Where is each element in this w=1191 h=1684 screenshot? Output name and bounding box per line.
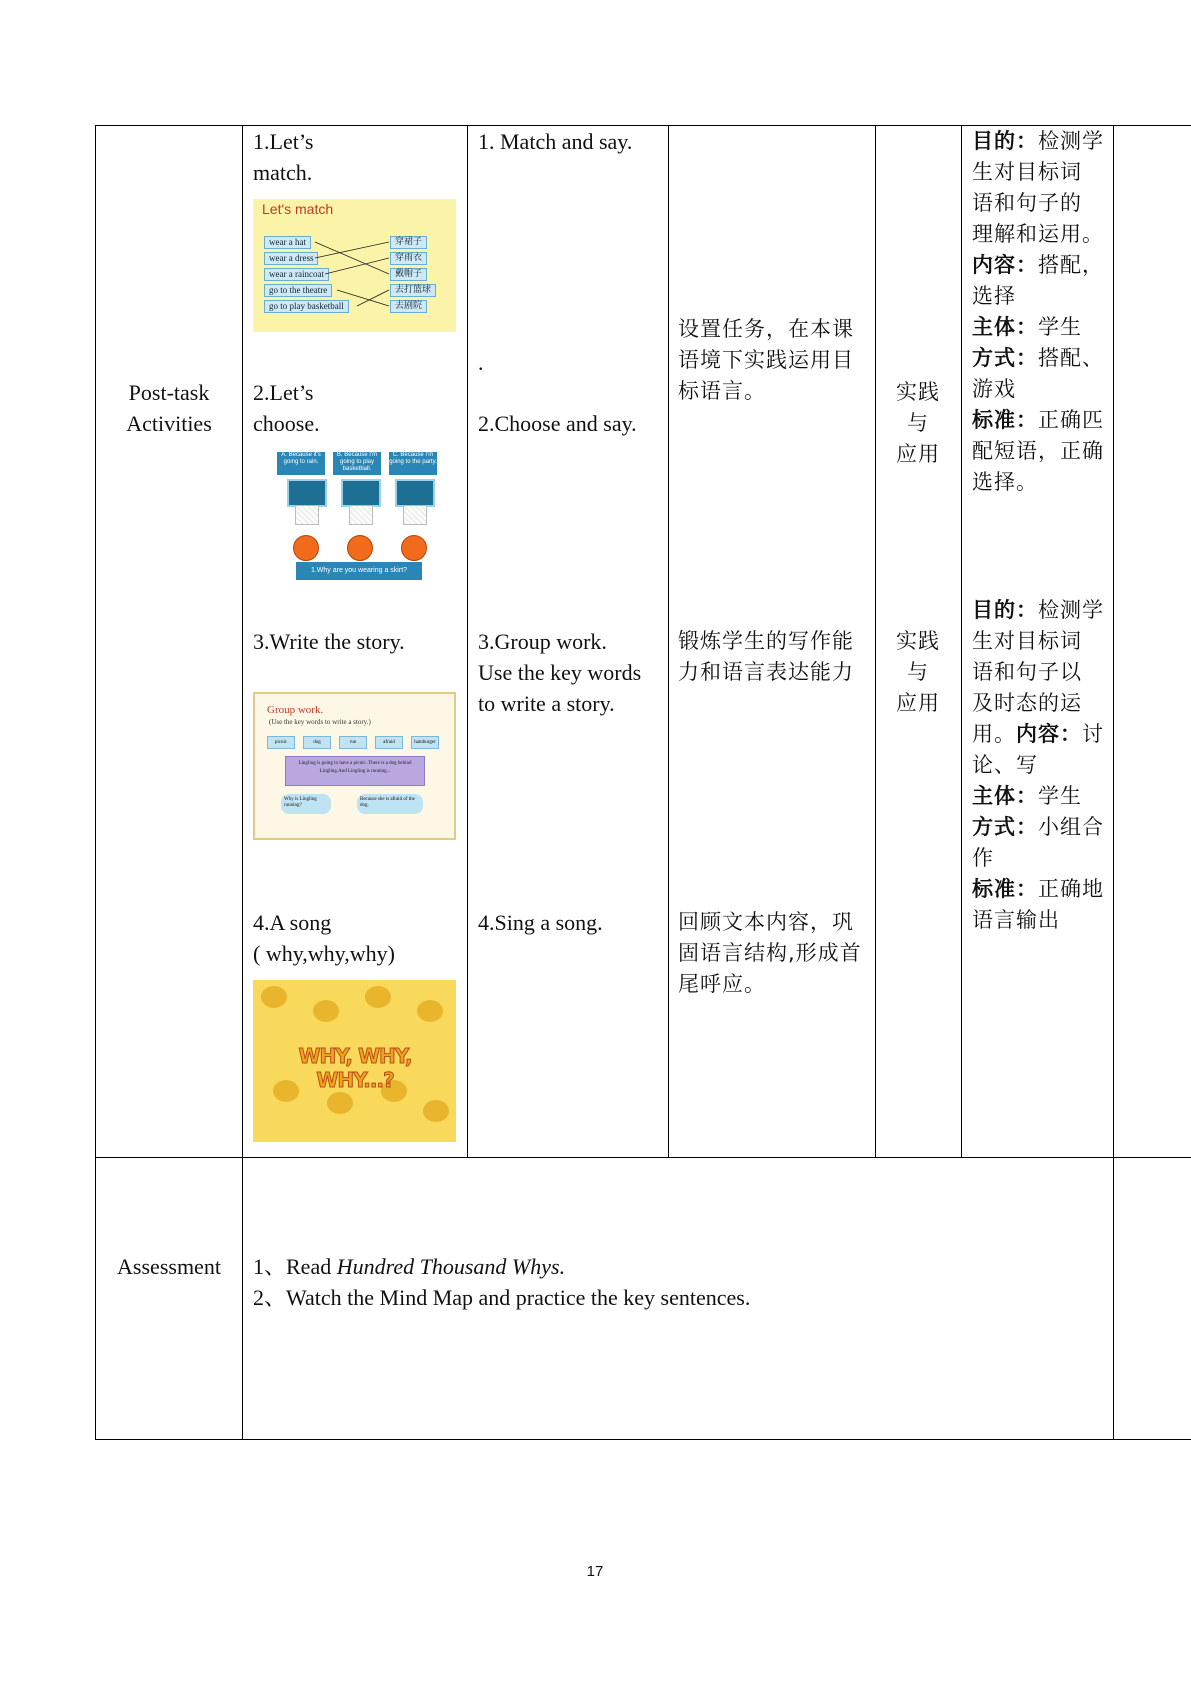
choose-option: B. Because I'm going to play basketball. [333,452,381,475]
evaluation-1: 目的：检测学 生对目标词 语和句子的 理解和运用。 内容：搭配， 选择 主体：学生 方式：搭配、 游戏 标准：正确匹 配短语，正确 选择。 [972,129,1104,494]
story-box: Lingling is going to have a picnic .There is a dog behind Lingling.And Lingling is running... [285,756,425,786]
key-word: afraid [375,736,403,749]
type-2: 实践 与 应用 [896,629,940,715]
teacher-activity-2: 2.Let’s choose. [253,380,320,436]
match-meaning: 穿雨衣 [390,252,427,265]
choose-option: A. Because it's going to rain. [277,452,325,475]
group-slide-title: Group work. [267,704,324,716]
student-activity-3: 3.Group work. Use the key words to write a story. [478,629,642,716]
purpose-1: 设置任务，在本课 语境下实践运用目 标语言。 [678,317,854,403]
basketball-icon [401,535,427,561]
paw-icon [313,1000,339,1022]
paw-icon [327,1092,353,1114]
match-phrase: wear a dress [264,252,318,265]
hoop-board-icon [341,479,381,507]
match-phrase: go to the theatre [264,284,332,297]
assessment-items [253,1251,750,1313]
hoop-board-icon [287,479,327,507]
assessment-item-2: 2、Watch the Mind Map and practice the key sentences. [253,1285,751,1310]
stage-line: Post-task [128,380,210,405]
stage-label [100,377,238,439]
hoop-net-icon [349,505,373,525]
hoop-net-icon [403,505,427,525]
paw-icon [261,986,287,1008]
teacher-activity-1: 1.Let’s match. [253,129,314,185]
page-number: 17 [586,1563,604,1580]
choose-option: C. Because I'm going to the party. [389,452,437,475]
match-meaning: 戴帽子 [390,268,427,281]
choose-question: 1.Why are you wearing a skirt? [296,562,422,580]
group-slide-subtitle: (Use the key words to write a story.) [269,718,371,726]
teacher-activity-4: 4.A song ( why,why,why) [253,910,395,966]
paw-icon [417,1000,443,1022]
basketball-icon [347,535,373,561]
teacher-activity-3: 3.Write the story. [253,629,405,654]
evaluation-2: 目的：检测学 生对目标词 语和句子以 及时态的运 用。内容：讨 论、写 主体：学生 方式：小组合 作 标准：正确地 语言输出 [972,598,1104,932]
match-slide-title: Let's match [262,201,334,217]
answer-bubble: Because she is afraid of the dog. [357,794,423,814]
key-word: hamburger [411,736,439,749]
match-meaning: 去剧院 [390,300,427,313]
student-activity-2: 2.Choose and say. [478,411,637,436]
key-word: picnic [267,736,295,749]
student-activity-4: 4.Sing a song. [478,910,603,935]
basketball-icon [293,535,319,561]
hoop-net-icon [295,505,319,525]
question-bubble: Why is Lingling running? [281,794,331,814]
type-1: 实践 与 应用 [896,380,940,466]
assessment-item-1: 1、Read Hundred Thousand Whys. [253,1254,566,1279]
stage-line: Activities [126,411,212,436]
assessment-label: Assessment [117,1254,221,1279]
paw-icon [423,1100,449,1122]
purpose-2: 锻炼学生的写作能 力和语言表达能力 [678,629,854,684]
match-meaning: 穿裙子 [390,236,427,249]
song-title: WHY, WHY, WHY...? [298,1044,412,1092]
paw-icon [365,986,391,1008]
stray-dot: . [478,350,484,375]
match-phrase: wear a raincoat [264,268,329,281]
match-slide-image [253,199,456,332]
group-work-slide-image [253,692,456,840]
match-phrase: go to play basketball [264,300,349,313]
student-activity-1: 1. Match and say. [478,129,633,154]
song-slide-image [253,980,456,1142]
hoop-board-icon [395,479,435,507]
choose-slide-image [275,452,440,582]
match-lines [253,199,456,332]
match-meaning: 去打篮球 [390,284,436,297]
key-word: dog [303,736,331,749]
key-word: run [339,736,367,749]
purpose-3: 回顾文本内容，巩 固语言结构,形成首 尾呼应。 [678,910,862,996]
match-phrase: wear a hat [264,236,311,249]
